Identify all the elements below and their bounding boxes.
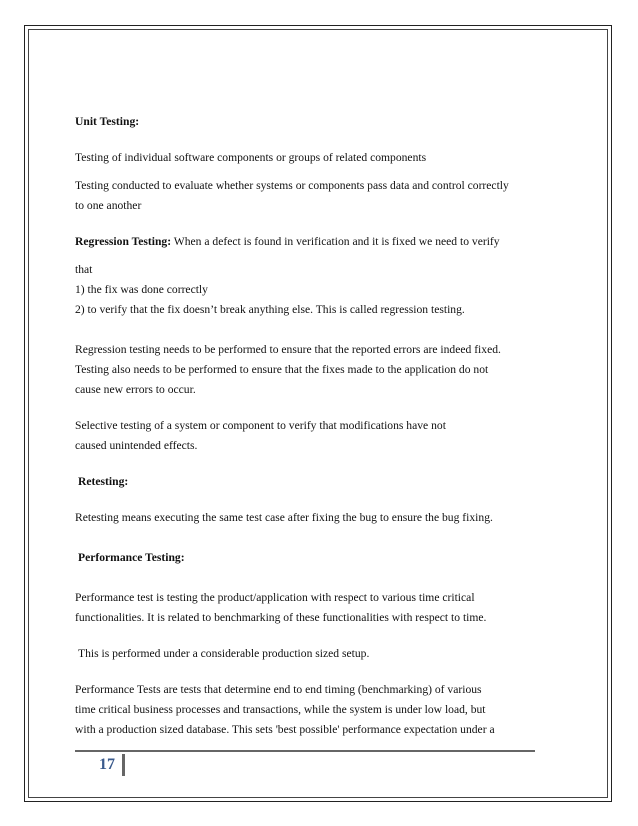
unit-testing-text-line2: to one another	[75, 199, 142, 212]
performance-para3-line1: Performance Tests are tests that determine end to end timing (benchmarking) of various	[75, 683, 482, 696]
performance-setup-line: This is performed under a considerable production sized setup.	[78, 647, 370, 660]
regression-item-1: 1) the fix was done correctly	[75, 283, 208, 296]
footer-rule	[75, 750, 535, 752]
regression-item-2: 2) to verify that the fix doesn’t break anything else. This is called regression testing.	[75, 303, 465, 316]
unit-testing-text-line1: Testing conducted to evaluate whether systems or components pass data and control correctly	[75, 179, 509, 192]
performance-para1-line2: functionalities. It is related to benchmarking of these functionalities with respect to time.	[75, 611, 487, 624]
selective-testing-line1: Selective testing of a system or component to verify that modifications have not	[75, 419, 446, 432]
performance-para3-line2: time critical business processes and transactions, while the system is under low load, but	[75, 703, 486, 716]
regression-intro-text: When a defect is found in verification and it is fixed we need to verify	[171, 235, 500, 248]
page-content	[75, 112, 545, 740]
regression-testing-heading: Regression Testing:	[75, 235, 172, 248]
unit-testing-heading: Unit Testing:	[75, 115, 140, 128]
regression-para-line3: cause new errors to occur.	[75, 383, 196, 396]
performance-para1-line1: Performance test is testing the product/application with respect to various time critical	[75, 591, 475, 604]
retesting-heading: Retesting:	[78, 475, 129, 488]
regression-intro-line	[75, 232, 545, 252]
regression-para-line1: Regression testing needs to be performed to ensure that the reported errors are indeed fixed.	[75, 343, 501, 356]
regression-intro-line2: that	[75, 263, 93, 276]
performance-para3-line3: with a production sized database. This sets 'best possible' performance expectation under a	[75, 723, 495, 736]
unit-testing-definition: Testing of individual software components or groups of related components	[75, 151, 427, 164]
retesting-definition: Retesting means executing the same test case after fixing the bug to ensure the bug fixing.	[75, 511, 493, 524]
page-number: 17	[99, 756, 115, 773]
selective-testing-line2: caused unintended effects.	[75, 439, 198, 452]
regression-para-line2: Testing also needs to be performed to ensure that the fixes made to the application do not	[75, 363, 489, 376]
page-number-divider	[122, 754, 125, 776]
performance-testing-heading: Performance Testing:	[78, 551, 185, 564]
